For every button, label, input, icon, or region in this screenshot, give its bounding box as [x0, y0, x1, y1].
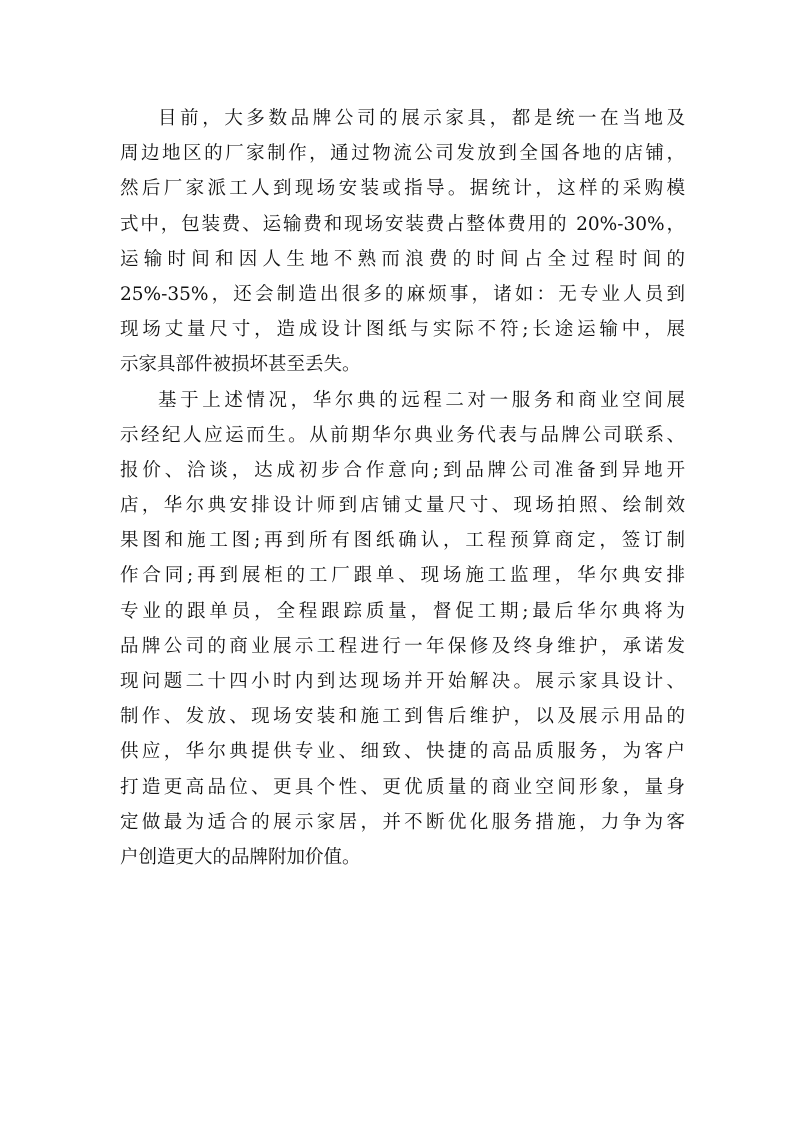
text-line: 目前，大多数品牌公司的展示家具，都是统一在当地及: [158, 108, 685, 129]
text-line: 式中，包装费、运输费和现场安装费占整体费用的 20%-30%，: [120, 213, 685, 235]
text-line: 户创造更大的品牌附加价值。: [120, 846, 361, 868]
text-line: 作合同;再到展柜的工厂跟单、现场施工监理，华尔典安排: [120, 565, 685, 587]
text-line: 打造更高品位、更具个性、更优质量的商业空间形象，量身: [120, 776, 685, 798]
text-line: 25%-35%，还会制造出很多的麻烦事，诸如：无专业人员到: [120, 283, 685, 305]
text-line: 基于上述情况，华尔典的远程二对一服务和商业空间展: [158, 389, 685, 411]
text-line: 报价、洽谈，达成初步合作意向;到品牌公司准备到异地开: [120, 459, 685, 481]
text-line: 供应，华尔典提供专业、细致、快捷的高品质服务，为客户: [120, 741, 685, 763]
text-line: 定做最为适合的展示家居，并不断优化服务措施，力争为客: [120, 811, 685, 833]
text-line: 现问题二十四小时内到达现场并开始解决。展示家具设计、: [120, 671, 685, 692]
paragraph-1: [120, 101, 685, 383]
text-line: 品牌公司的商业展示工程进行一年保修及终身维护，承诺发: [120, 635, 685, 657]
text-line: 示经纪人应运而生。从前期华尔典业务代表与品牌公司联系、: [120, 424, 685, 446]
text-line: 专业的跟单员，全程跟踪质量，督促工期;最后华尔典将为: [120, 600, 685, 622]
text-line: 店，华尔典安排设计师到店铺丈量尺寸、现场拍照、绘制效: [120, 495, 685, 517]
text-line: 果图和施工图;再到所有图纸确认，工程预算商定，签订制: [120, 530, 685, 552]
document-body: [120, 101, 685, 875]
text-line: 制作、发放、现场安装和施工到售后维护，以及展示用品的: [120, 706, 685, 728]
paragraph-2: [120, 383, 685, 876]
text-line: 然后厂家派工人到现场安装或指导。据统计，这样的采购模: [120, 178, 685, 200]
text-line: 示家具部件被损坏甚至丢失。: [120, 354, 361, 376]
text-line: 周边地区的厂家制作，通过物流公司发放到全国各地的店铺，: [120, 143, 685, 165]
text-line: 现场丈量尺寸，造成设计图纸与实际不符;长途运输中，展: [120, 319, 685, 341]
text-line: 运输时间和因人生地不熟而浪费的时间占全过程时间的: [120, 248, 685, 270]
